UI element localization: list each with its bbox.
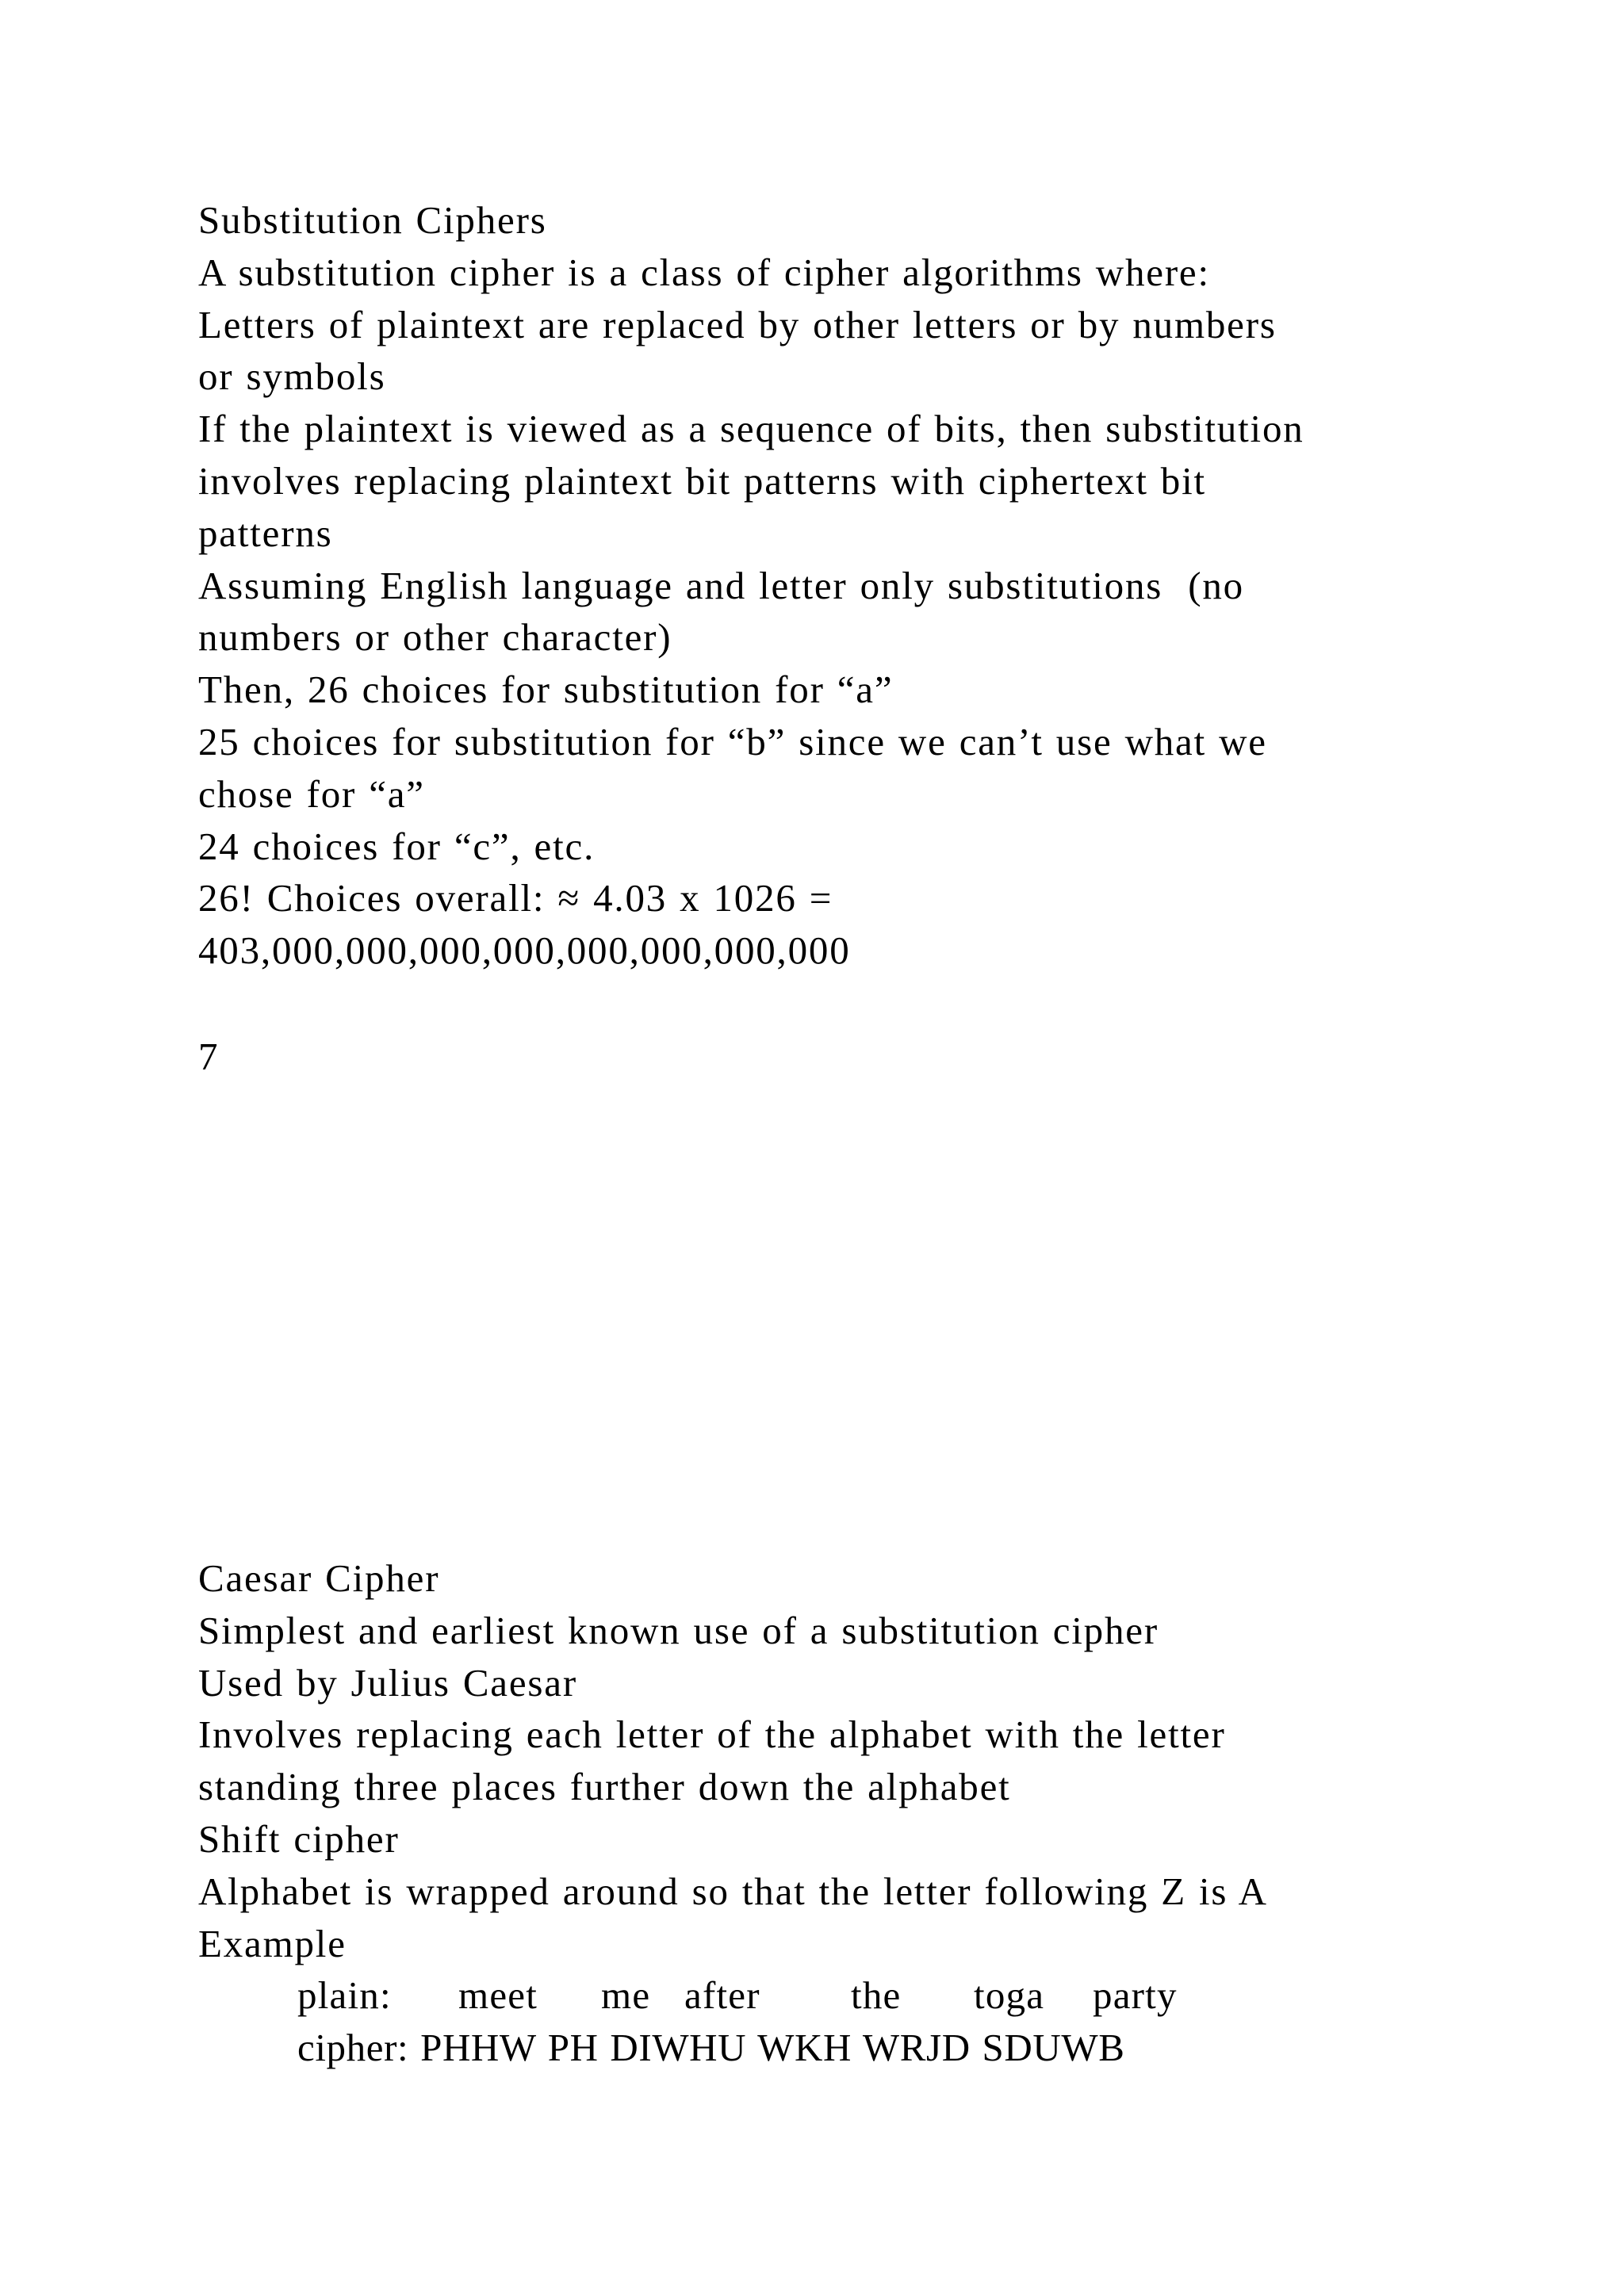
body-line: patterns <box>198 511 333 555</box>
section-title-substitution: Substitution Ciphers <box>198 198 547 242</box>
cipher-text: cipher: PHHW PH DIWHU WKH WRJD SDUWB <box>297 2026 1125 2070</box>
example-plain-line <box>198 1969 1499 2022</box>
body-line: or symbols <box>198 354 386 399</box>
body-line: 24 choices for “c”, etc. <box>198 824 596 868</box>
plain-word: party <box>1093 1973 1178 2018</box>
example-cipher-line <box>198 2022 1499 2074</box>
body-line: Alphabet is wrapped around so that the letter following Z is A <box>198 1869 1268 1913</box>
plain-label: plain: <box>297 1973 392 2018</box>
plain-word: toga <box>974 1973 1045 2018</box>
body-line: Used by Julius Caesar <box>198 1660 577 1705</box>
slide-number <box>198 1031 1499 1083</box>
substitution-ciphers-section <box>198 194 1499 977</box>
body-line: Letters of plaintext are replaced by other letters or by numbers <box>198 302 1277 346</box>
body-line: numbers or other character) <box>198 615 672 660</box>
plain-word: after <box>684 1973 760 2018</box>
body-line: A substitution cipher is a class of cipher algorithms where: <box>198 250 1210 294</box>
page-number: 7 <box>198 1035 220 1078</box>
caesar-cipher-section <box>198 1552 1499 2074</box>
body-line: Involves replacing each letter of the alphabet with the letter <box>198 1712 1226 1757</box>
body-line: involves replacing plaintext bit patterns with ciphertext bit <box>198 458 1206 503</box>
body-line: 403,000,000,000,000,000,000,000,000 <box>198 928 851 973</box>
body-line: Then, 26 choices for substitution for “a” <box>198 668 894 712</box>
body-line: chose for “a” <box>198 771 425 816</box>
plain-word: me <box>601 1973 651 2018</box>
body-line: 26! Choices overall: ≈ 4.03 x 1026 = <box>198 876 833 920</box>
body-line: Simplest and earliest known use of a substitution cipher <box>198 1608 1159 1652</box>
body-line: Shift cipher <box>198 1816 400 1861</box>
plain-word: the <box>851 1973 902 2018</box>
body-line: standing three places further down the alphabet <box>198 1765 1011 1809</box>
body-line: If the plaintext is viewed as a sequence of bits, then substitution <box>198 407 1304 451</box>
section-title-caesar: Caesar Cipher <box>198 1556 440 1600</box>
body-line: Assuming English language and letter only substitutions (no <box>198 563 1244 607</box>
plain-word: meet <box>458 1973 538 2018</box>
body-line: 25 choices for substitution for “b” since we can’t use what we <box>198 719 1267 763</box>
body-line: Example <box>198 1921 347 1965</box>
